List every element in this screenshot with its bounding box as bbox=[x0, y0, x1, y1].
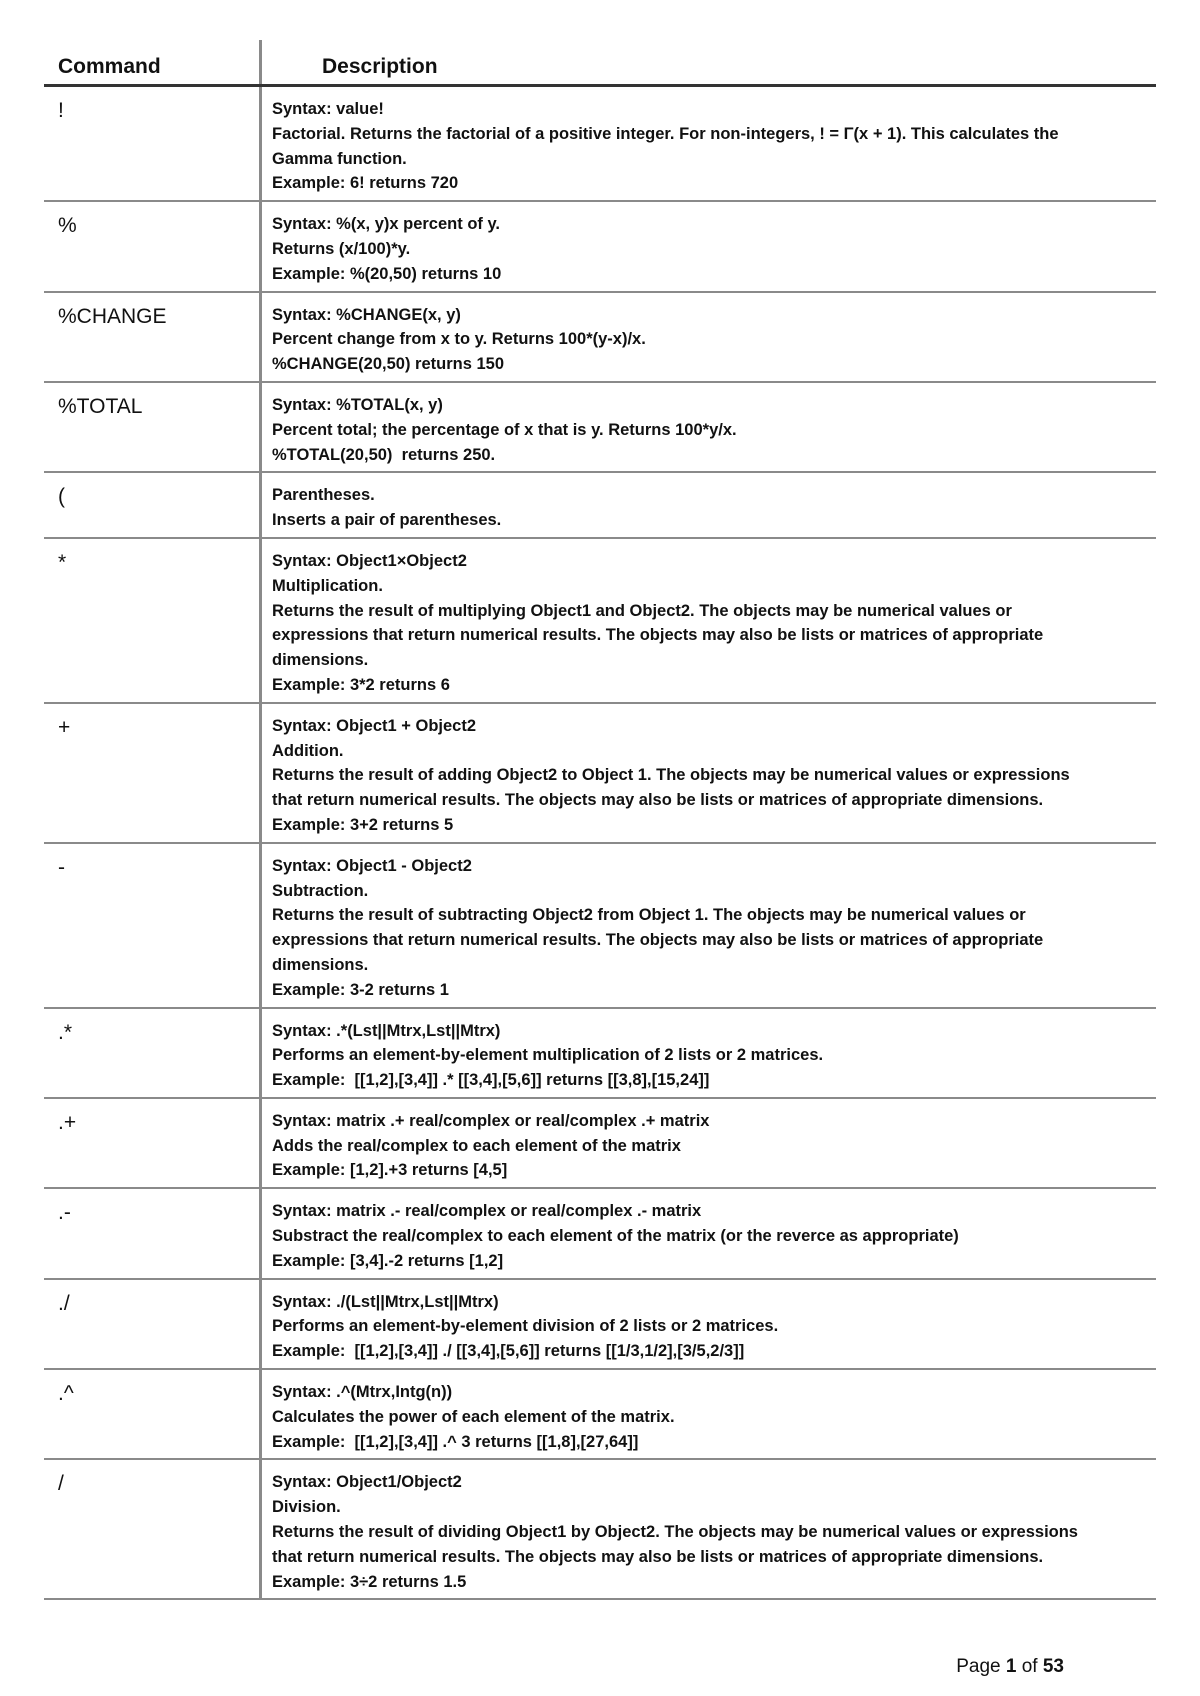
description-line: Gamma function. bbox=[272, 149, 407, 168]
page-of-label: of bbox=[1016, 1656, 1043, 1677]
command-cell: ( bbox=[44, 473, 262, 537]
total-pages: 53 bbox=[1042, 1656, 1064, 1677]
description-line: Example: %(20,50) returns 10 bbox=[272, 264, 502, 283]
table-row bbox=[44, 539, 1156, 704]
description-cell bbox=[262, 1189, 1156, 1277]
table-row bbox=[44, 1370, 1156, 1460]
description-line: expressions that return numerical results. The objects may also be lists or matrices of appropriate bbox=[272, 931, 1044, 950]
description-cell bbox=[262, 1370, 1156, 1458]
description-line: that return numerical results. The objects may also be lists or matrices of appropriate dimensions. bbox=[272, 1547, 1044, 1566]
command-cell: .- bbox=[44, 1189, 262, 1277]
description-cell bbox=[262, 202, 1156, 290]
description-line: Division. bbox=[272, 1498, 341, 1517]
description-line: Performs an element-by-element division of 2 lists or 2 matrices. bbox=[272, 1317, 779, 1336]
description-line: Example: 3*2 returns 6 bbox=[272, 675, 450, 694]
description-line: dimensions. bbox=[272, 651, 369, 670]
table-row bbox=[44, 383, 1156, 473]
description-line: Example: [3,4].-2 returns [1,2] bbox=[272, 1251, 504, 1270]
description-cell bbox=[262, 1099, 1156, 1187]
description-line: Syntax: matrix .+ real/complex or real/complex .+ matrix bbox=[272, 1111, 710, 1130]
column-header-command: Command bbox=[44, 40, 262, 84]
command-cell: * bbox=[44, 539, 262, 702]
description-cell bbox=[262, 844, 1156, 1007]
description-cell bbox=[262, 539, 1156, 702]
description-line: Performs an element-by-element multiplication of 2 lists or 2 matrices. bbox=[272, 1046, 824, 1065]
description-line: dimensions. bbox=[272, 955, 369, 974]
description-line: Syntax: Object1×Object2 bbox=[272, 551, 467, 570]
table-header bbox=[44, 40, 1156, 87]
description-line: Multiplication. bbox=[272, 576, 383, 595]
command-cell: % bbox=[44, 202, 262, 290]
description-line: Percent change from x to y. Returns 100*(y-x)/x. bbox=[272, 330, 646, 349]
description-line: Returns the result of multiplying Object1 and Object2. The objects may be numerical values or bbox=[272, 601, 1012, 620]
command-cell: + bbox=[44, 704, 262, 842]
description-line: Syntax: value! bbox=[272, 100, 384, 118]
description-line: Adds the real/complex to each element of the matrix bbox=[272, 1136, 681, 1155]
table-row bbox=[44, 1099, 1156, 1189]
command-cell: / bbox=[44, 1460, 262, 1598]
command-cell: .* bbox=[44, 1009, 262, 1097]
description-line: Example: 3÷2 returns 1.5 bbox=[272, 1572, 467, 1591]
description-line: Syntax: matrix .- real/complex or real/complex .- matrix bbox=[272, 1202, 702, 1221]
description-line: Example: 3-2 returns 1 bbox=[272, 980, 449, 999]
command-table bbox=[44, 40, 1156, 1600]
table-row bbox=[44, 473, 1156, 539]
description-line: Syntax: %TOTAL(x, y) bbox=[272, 395, 443, 414]
description-line: Returns the result of subtracting Object2 from Object 1. The objects may be numerical values or bbox=[272, 906, 1026, 925]
description-line: %CHANGE(20,50) returns 150 bbox=[272, 355, 504, 374]
table-row bbox=[44, 202, 1156, 292]
table-row bbox=[44, 293, 1156, 383]
table-row bbox=[44, 87, 1156, 202]
description-line: Syntax: %(x, y)x percent of y. bbox=[272, 215, 501, 234]
description-line: Example: 6! returns 720 bbox=[272, 174, 459, 193]
description-line: Example: [1,2].+3 returns [4,5] bbox=[272, 1161, 508, 1180]
column-header-description: Description bbox=[322, 55, 438, 78]
command-cell: ./ bbox=[44, 1280, 262, 1368]
description-line: Calculates the power of each element of the matrix. bbox=[272, 1407, 675, 1426]
description-line: Returns the result of adding Object2 to Object 1. The objects may be numerical values or expressions bbox=[272, 766, 1070, 785]
command-cell: .^ bbox=[44, 1370, 262, 1458]
command-cell: %TOTAL bbox=[44, 383, 262, 471]
description-cell bbox=[262, 1460, 1156, 1598]
description-line: Addition. bbox=[272, 741, 344, 760]
table-row bbox=[44, 1189, 1156, 1279]
description-cell bbox=[262, 87, 1156, 200]
table-row bbox=[44, 1009, 1156, 1099]
description-line: Substract the real/complex to each element of the matrix (or the reverce as appropriate) bbox=[272, 1227, 959, 1246]
command-cell: - bbox=[44, 844, 262, 1007]
command-cell: ! bbox=[44, 87, 262, 200]
description-line: %TOTAL(20,50) returns 250. bbox=[272, 445, 496, 464]
description-line: expressions that return numerical results. The objects may also be lists or matrices of appropriate bbox=[272, 626, 1044, 645]
description-cell bbox=[262, 473, 1156, 537]
description-line: Syntax: Object1 - Object2 bbox=[272, 856, 472, 875]
description-cell bbox=[262, 1009, 1156, 1097]
description-line: Example: [[1,2],[3,4]] .^ 3 returns [[1,8],[27,64]] bbox=[272, 1432, 639, 1451]
table-row bbox=[44, 1280, 1156, 1370]
table-row bbox=[44, 1460, 1156, 1600]
description-line: Syntax: Object1 + Object2 bbox=[272, 716, 477, 735]
page-label: Page bbox=[956, 1656, 1006, 1677]
description-line: Parentheses. bbox=[272, 486, 375, 505]
table-body bbox=[44, 87, 1156, 1600]
description-cell bbox=[262, 293, 1156, 381]
description-line: Factorial. Returns the factorial of a positive integer. For non-integers, ! = Γ(x + 1). This calculates the bbox=[272, 124, 1059, 143]
description-line: Returns the result of dividing Object1 by Object2. The objects may be numerical values or expressions bbox=[272, 1523, 1078, 1542]
description-cell bbox=[262, 1280, 1156, 1368]
page-number bbox=[956, 1656, 1064, 1678]
description-line: Subtraction. bbox=[272, 881, 369, 900]
description-cell bbox=[262, 383, 1156, 471]
description-line: Syntax: Object1/Object2 bbox=[272, 1473, 462, 1492]
command-cell: %CHANGE bbox=[44, 293, 262, 381]
description-line: Example: 3+2 returns 5 bbox=[272, 815, 454, 834]
command-cell: .+ bbox=[44, 1099, 262, 1187]
description-line: Example: [[1,2],[3,4]] ./ [[3,4],[5,6]] returns [[1/3,1/2],[3/5,2/3]] bbox=[272, 1342, 745, 1361]
description-line: Syntax: %CHANGE(x, y) bbox=[272, 305, 461, 324]
description-line: Syntax: .*(Lst||Mtrx,Lst||Mtrx) bbox=[272, 1021, 501, 1040]
table-row bbox=[44, 704, 1156, 844]
description-line: Returns (x/100)*y. bbox=[272, 239, 411, 258]
description-line: Syntax: ./(Lst||Mtrx,Lst||Mtrx) bbox=[272, 1292, 499, 1311]
description-cell bbox=[262, 704, 1156, 842]
description-line: Inserts a pair of parentheses. bbox=[272, 511, 502, 530]
description-line: Example: [[1,2],[3,4]] .* [[3,4],[5,6]] returns [[3,8],[15,24]] bbox=[272, 1071, 710, 1090]
description-line: Percent total; the percentage of x that is y. Returns 100*y/x. bbox=[272, 420, 737, 439]
description-line: Syntax: .^(Mtrx,Intg(n)) bbox=[272, 1383, 453, 1402]
current-page: 1 bbox=[1005, 1656, 1017, 1677]
table-row bbox=[44, 844, 1156, 1009]
description-line: that return numerical results. The objects may also be lists or matrices of appropriate dimensions. bbox=[272, 791, 1044, 810]
